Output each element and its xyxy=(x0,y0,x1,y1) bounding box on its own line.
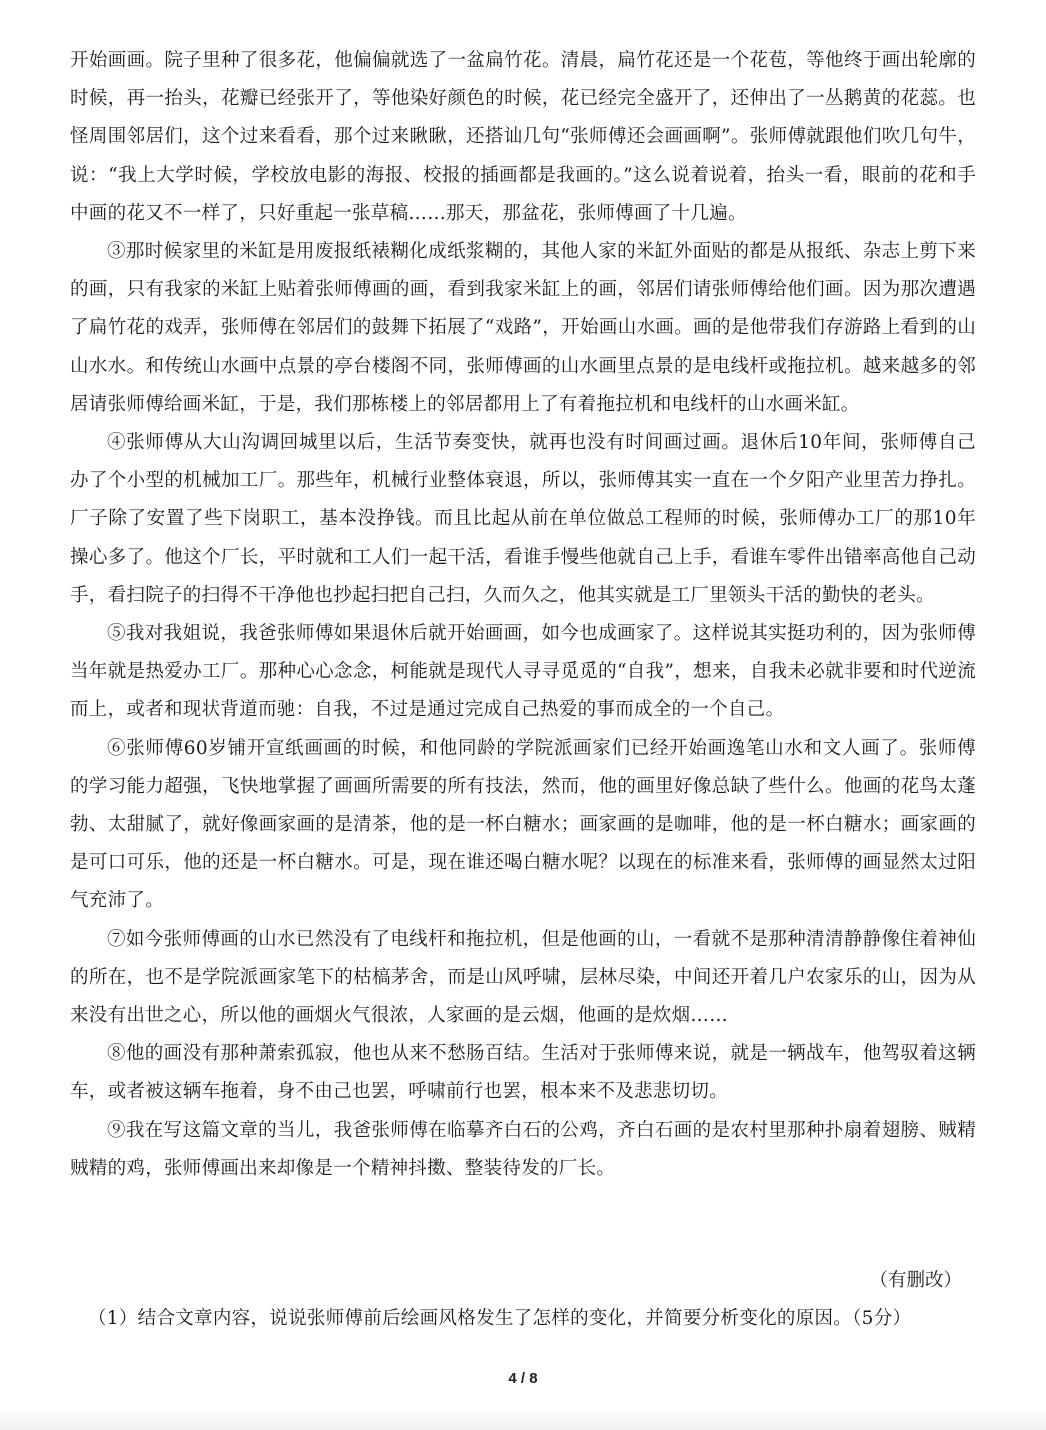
article-paragraph-3: ③那时候家里的米缸是用废报纸裱糊化成纸浆糊的，其他人家的米缸外面贴的都是从报纸、杂志上剪下来的画，只有我家的米缸上贴着张师傅画的画，看到我家米缸上的画，邻居们请张师傅给他们画。因为那次遭遇了扁竹花的戏弄，张师傅在邻居们的鼓舞下拓展了“戏路”，开始画山水画。画的是他带我们存游路上看到的山山水水。和传统山水画中点景的亭台楼阁不同，张师傅画的山水画里点景的是电线杆或拖拉机。越来越多的邻居请张师傅给画米缸，于是，我们那栋楼上的邻居都用上了有着拖拉机和电线杆的山水画米缸。 xyxy=(70,241,976,415)
article-paragraph-4: ④张师傅从大山沟调回城里以后，生活节奏变快，就再也没有时间画过画。退休后10年间，张师傅自己办了个小型的机械加工厂。那些年，机械行业整体衰退，所以，张师傅其实一直在一个夕阳产业里苦力挣扎。厂子除了安置了些下岗职工，基本没挣钱。而且比起从前在单位做总工程师的时候，张师傅办工厂的那10年操心多了。他这个厂长，平时就和工人们一起干活，看谁手慢些他就自己上手，看谁车零件出错率高他自己动手，看扫院子的扫得不干净他也抄起扫把自己扫，久而久之，他其实就是工厂里领头干活的勤快的老头。 xyxy=(70,432,976,606)
page-bottom-edge xyxy=(0,1406,1046,1430)
article-paragraph-5: ⑤我对我姐说，我爸张师傅如果退休后就开始画画，如今也成画家了。这样说其实挺功利的，因为张师傅当年就是热爱办工厂。那种心心念念，柯能就是现代人寻寻觅觅的“自我”，想来，自我未必就非要和时代逆流而上，或者和现状背道而驰：自我，不过是通过完成自己热爱的事而成全的一个自己。 xyxy=(70,623,976,721)
article-paragraph-8: ⑧他的画没有那种萧索孤寂，他也从来不愁肠百结。生活对于张师傅来说，就是一辆战车，他驾驭着这辆车，或者被这辆车拖着，身不由己也罢，呼啸前行也罢，根本来不及悲悲切切。 xyxy=(70,1043,976,1103)
article-paragraph-continued: 开始画画。院子里种了很多花，他偏偏就选了一盆扁竹花。清晨，扁竹花还是一个花苞，等他终于画出轮廓的时候，再一抬头，花瓣已经张开了，等他染好颜色的时候，花已经完全盛开了，还伸出了一丛鹅黄的花蕊。也怪周围邻居们，这个过来看看，那个过来瞅瞅，还搭讪几句“张师傅还会画画啊”。张师傅就跟他们吹几句牛，说：“我上大学时候，学校放电影的海报、校报的插画都是我画的。”这么说着说着，抬头一看，眼前的花和手中画的花又不一样了，只好重起一张草稿……那天，那盆花，张师傅画了十几遍。 xyxy=(70,50,976,224)
article-body xyxy=(70,42,976,1188)
page-number: 4 / 8 xyxy=(508,1370,538,1387)
article-paragraph-6: ⑥张师傅60岁铺开宣纸画画的时候，和他同龄的学院派画家们已经开始画逸笔山水和文人画了。张师傅的学习能力超强，飞快地掌握了画画所需要的所有技法，然而，他的画里好像总缺了些什么。他画的花鸟太蓬勃、太甜腻了，就好像画家画的是清茶，他的是一杯白糖水；画家画的是咖啡，他的是一杯白糖水；画家画的是可口可乐，他的还是一杯白糖水。可是，现在谁还喝白糖水呢？以现在的标准来看，张师傅的画显然太过阳气充沛了。 xyxy=(70,737,976,912)
article-paragraph-7: ⑦如今张师傅画的山水已然没有了电线杆和拖拉机，但是他画的山，一看就不是那种清清静静像住着神仙的所在，也不是学院派画家笔下的枯槁茅舍，而是山风呼啸，层林尽染，中间还开着几户农家乐的山，因为从来没有出世之心，所以他的画烟火气很浓，人家画的是云烟，他画的是炊烟…… xyxy=(70,928,976,1027)
source-note: （有删改） xyxy=(869,1270,962,1291)
article-paragraph-9: ⑨我在写这篇文章的当儿，我爸张师傅在临摹齐白石的公鸡，齐白石画的是农村里那种扑扇着翅膀、贼精贼精的鸡，张师傅画出来却像是一个精神抖擞、整装待发的厂长。 xyxy=(70,1119,976,1179)
question-1: （1）结合文章内容，说说张师傅前后绘画风格发生了怎样的变化，并简要分析变化的原因。（5分） xyxy=(88,1308,912,1329)
